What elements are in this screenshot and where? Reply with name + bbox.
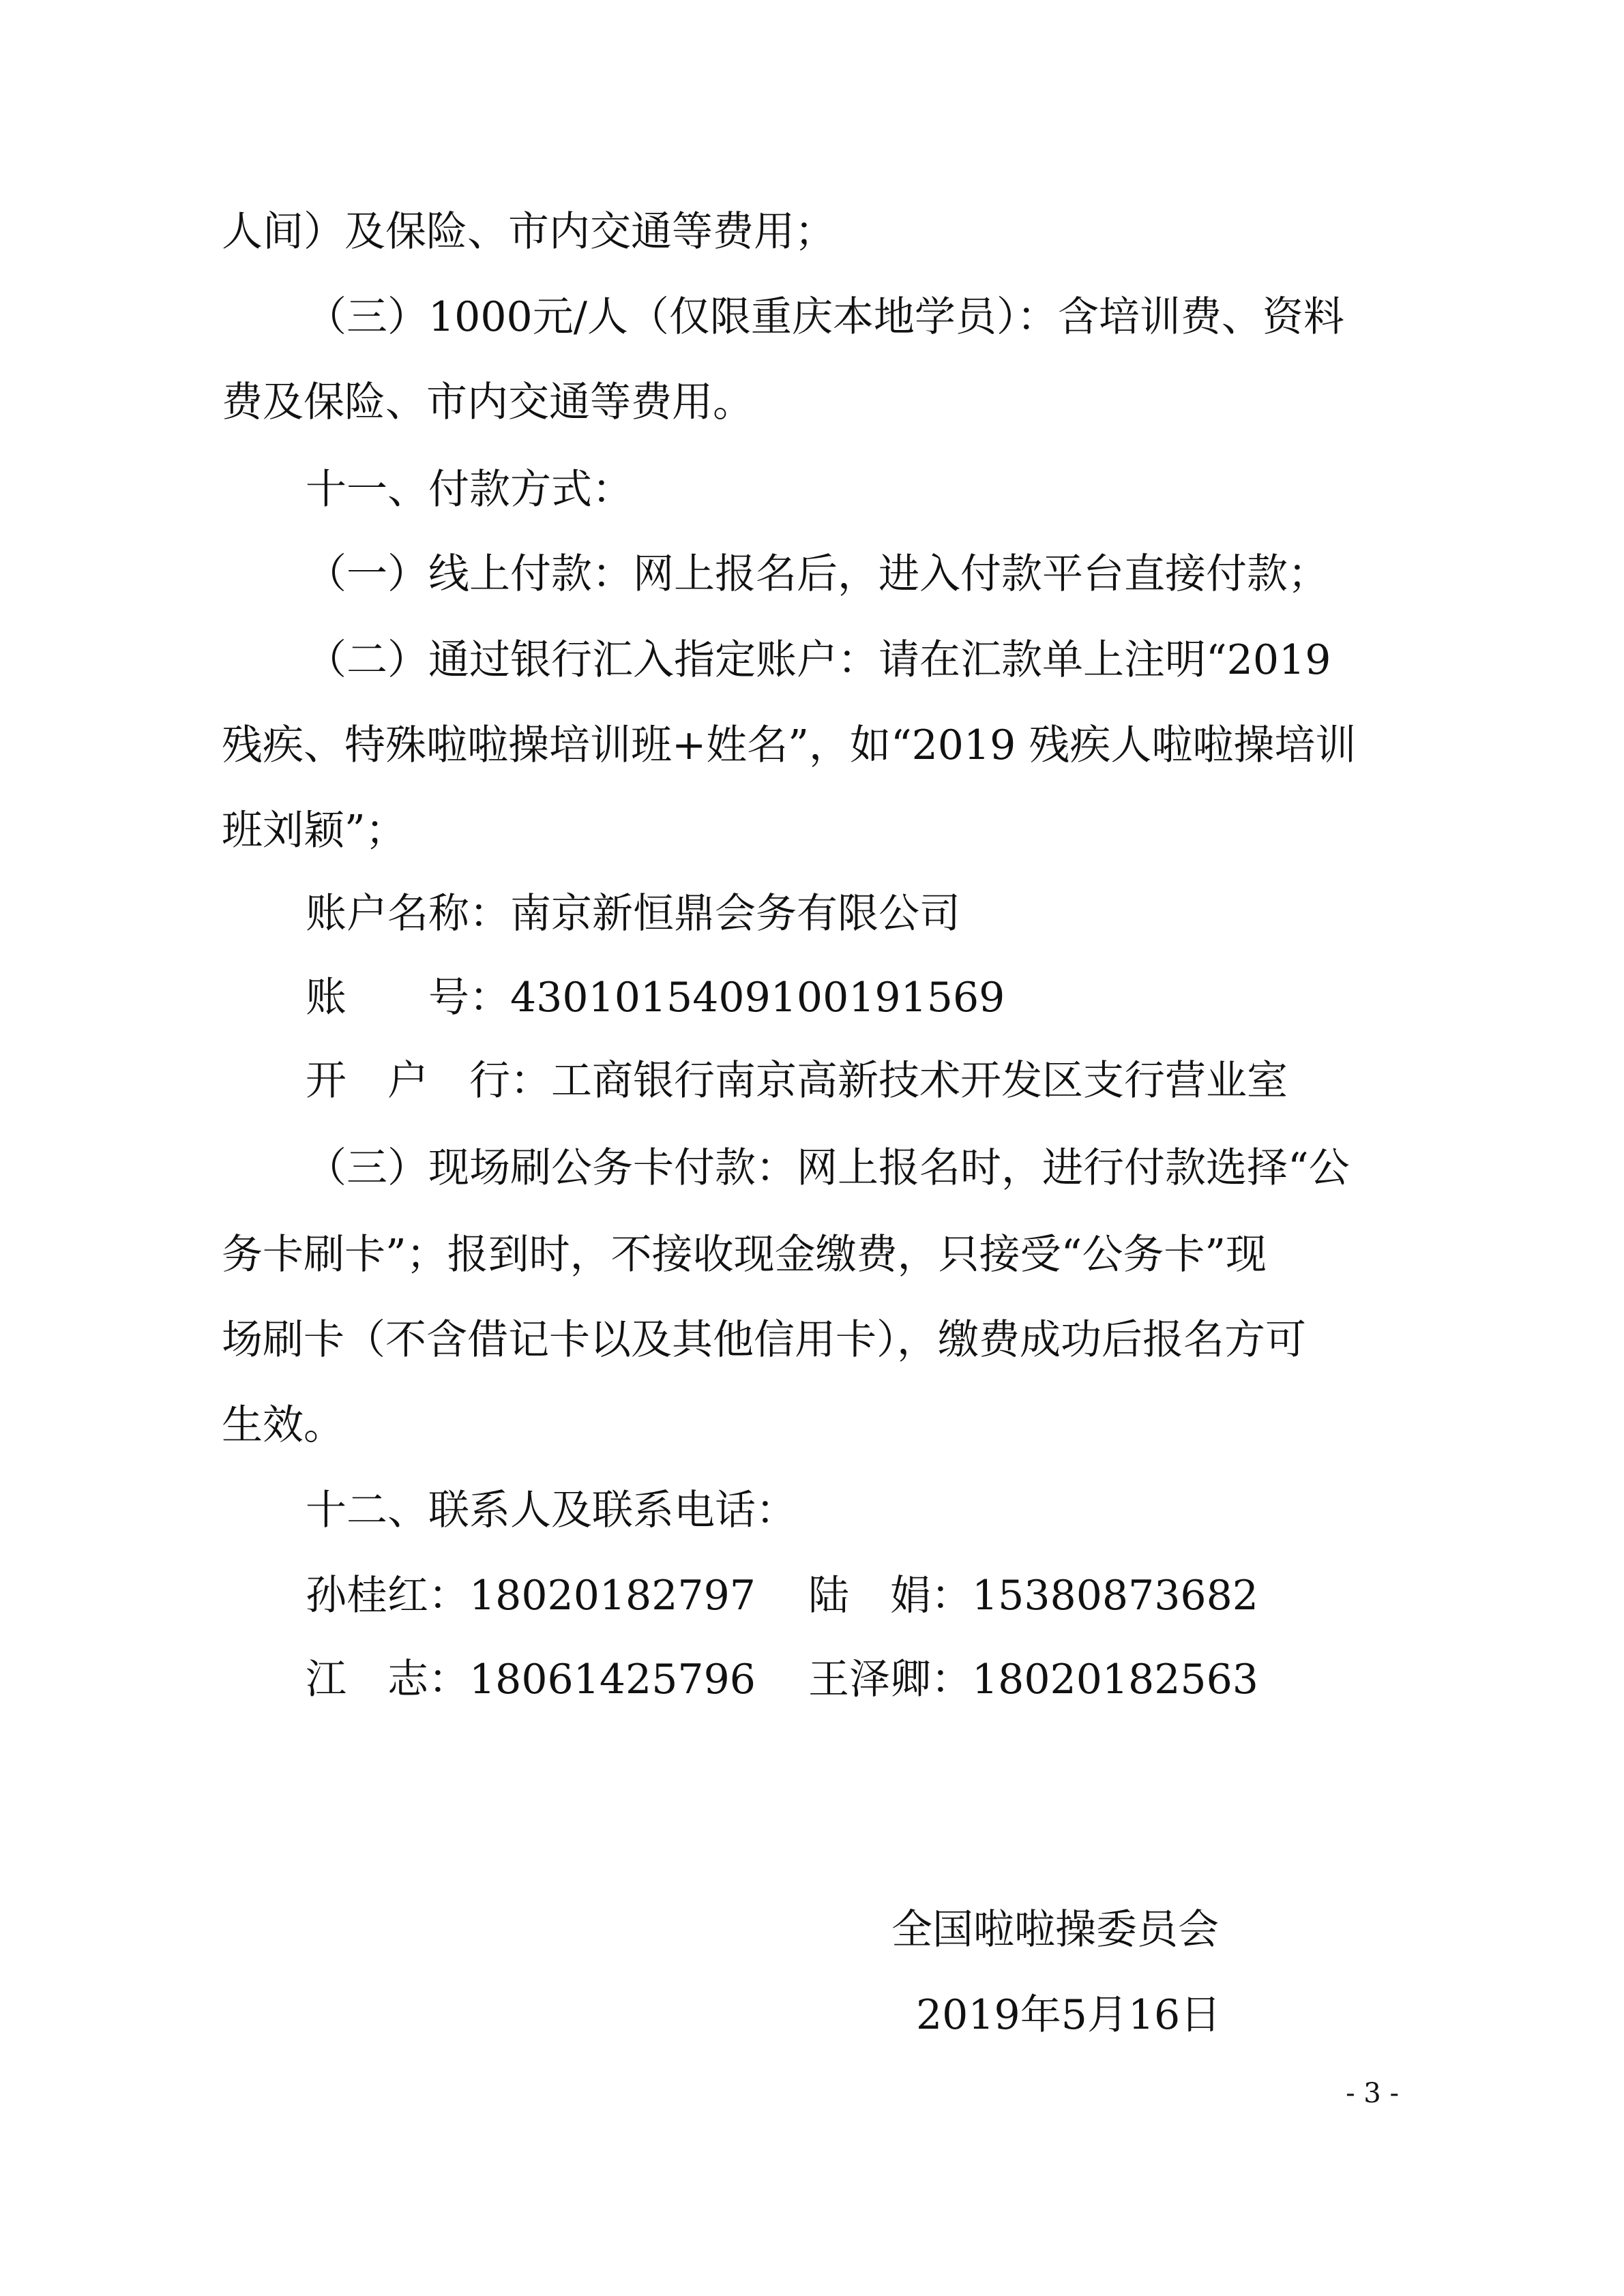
text-line-8: 班刘颖”； (222, 807, 407, 854)
page-number: - 3 - (1346, 2078, 1399, 2109)
signature-date: 2019年5月16日 (916, 1991, 1222, 2039)
account-name: 账户名称：南京新恒鼎会务有限公司 (306, 890, 960, 938)
section-heading-contacts: 十二、联系人及联系电话： (306, 1487, 797, 1534)
payment-item-bank: （二）通过银行汇入指定账户：请在汇款单上注明“2019 (306, 636, 1331, 684)
contact-entry: 江 志：18061425796 (306, 1656, 756, 1703)
text-line-14: 场刷卡（不含借记卡以及其他信用卡），缴费成功后报名方可 (222, 1316, 1306, 1364)
contact-entry: 孙桂红：18020182797 (306, 1572, 756, 1620)
signature-org: 全国啦啦操委员会 (891, 1906, 1219, 1954)
contact-entry: 王泽卿：18020182563 (808, 1656, 1258, 1703)
text-line-1: 人间）及保险、市内交通等费用； (222, 208, 836, 256)
text-line-7: 残疾、特殊啦啦操培训班+姓名”，如“2019 残疾人啦啦操培训 (222, 721, 1357, 769)
payment-item-online: （一）线上付款：网上报名后，进入付款平台直接付款； (306, 550, 1329, 598)
account-number: 账 号：4301015409100191569 (306, 974, 1005, 1022)
section-heading-payment: 十一、付款方式： (306, 466, 633, 513)
payment-item-card: （三）现场刷公务卡付款：网上报名时，进行付款选择“公 (306, 1144, 1350, 1192)
text-line-15: 生效。 (222, 1401, 344, 1449)
text-line-13: 务卡刷卡”；报到时，不接收现金缴费，只接受“公务卡”现 (222, 1231, 1267, 1279)
contact-entry: 陆 娟：15380873682 (808, 1572, 1258, 1620)
fee-item-3: （三）1000元/人（仅限重庆本地学员）：含培训费、资料 (306, 293, 1344, 341)
account-bank: 开 户 行：工商银行南京高新技术开发区支行营业室 (306, 1057, 1288, 1105)
text-line-3: 费及保险、市内交通等费用。 (222, 378, 754, 426)
